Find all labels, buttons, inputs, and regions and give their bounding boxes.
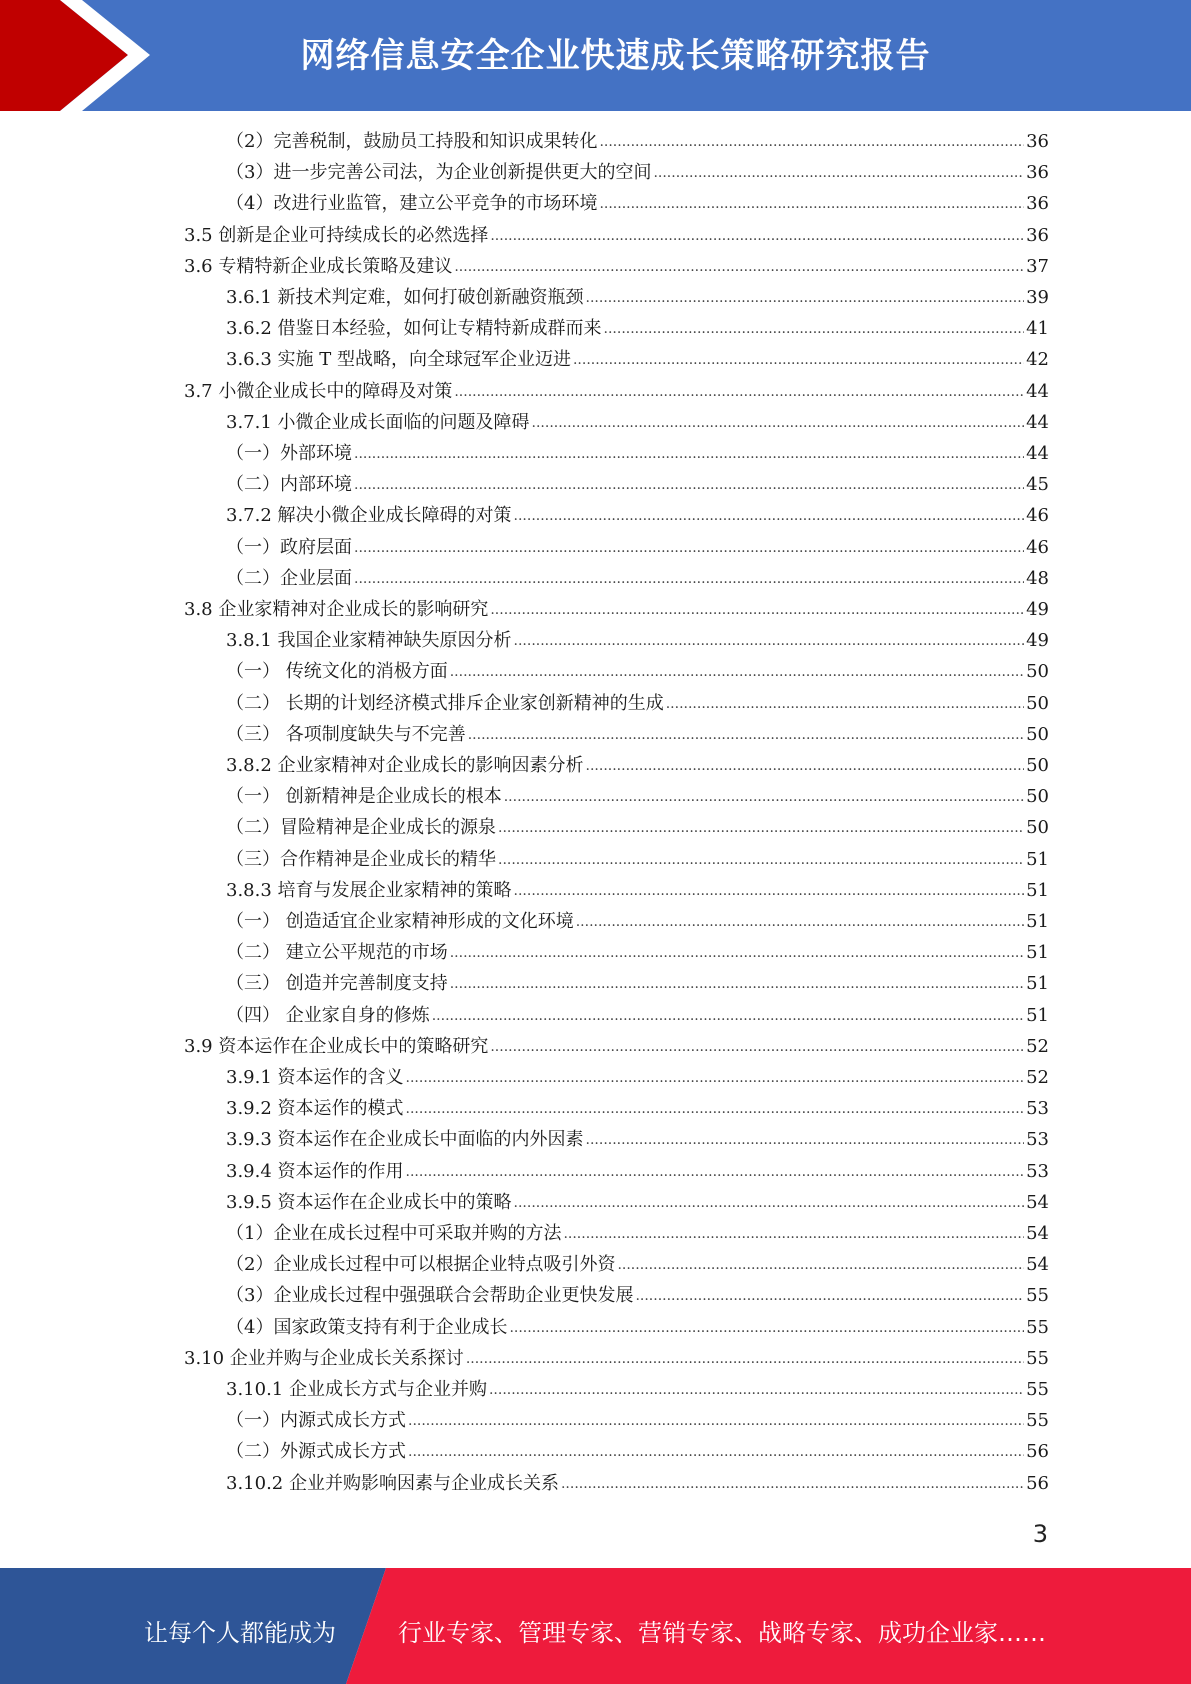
toc-leader-dots (653, 165, 1024, 181)
toc-entry-page: 45 (1026, 474, 1049, 496)
toc-entry[interactable] (226, 158, 1049, 189)
page-number: 3 (1032, 1520, 1048, 1548)
toc-leader-dots (406, 1070, 1025, 1086)
toc-entry-title: 3.7.1 小微企业成长面临的问题及障碍 (226, 411, 530, 433)
toc-entry-page: 44 (1026, 411, 1049, 433)
toc-leader-dots (514, 883, 1025, 899)
toc-entry[interactable] (226, 533, 1049, 564)
toc-leader-dots (599, 196, 1024, 212)
toc-leader-dots (408, 1413, 1024, 1429)
toc-entry-title: （二） 长期的计划经济模式排斥企业家创新精神的生成 (226, 692, 664, 714)
toc-entry-page: 50 (1026, 786, 1049, 808)
toc-entry[interactable] (226, 969, 1049, 1000)
toc-entry-title: （一） 创造适宜企业家精神形成的文化环境 (226, 911, 574, 932)
toc-entry[interactable] (226, 1437, 1049, 1468)
page-header (0, 0, 1191, 111)
toc-leader-dots (514, 508, 1025, 524)
toc-entry-page: 39 (1026, 287, 1049, 308)
toc-entry-title: 3.9.1 资本运作的含义 (226, 1067, 404, 1088)
toc-entry-page: 50 (1026, 755, 1049, 776)
toc-entry[interactable] (226, 1250, 1049, 1281)
toc-entry[interactable] (226, 782, 1049, 813)
toc-leader-dots (586, 758, 1025, 774)
toc-entry[interactable] (184, 595, 1049, 626)
toc-entry-page: 53 (1026, 1160, 1049, 1182)
toc-entry-title: （二）企业层面 (226, 567, 352, 589)
toc-entry-page: 44 (1026, 443, 1049, 464)
toc-entry[interactable] (226, 813, 1049, 844)
toc-entry-title: （4）国家政策支持有利于企业成长 (226, 1316, 508, 1338)
toc-entry-title: （一） 传统文化的消极方面 (226, 661, 448, 683)
toc-entry-title: 3.9 资本运作在企业成长中的策略研究 (184, 1035, 489, 1057)
toc-entry[interactable] (226, 938, 1049, 969)
toc-entry-page: 55 (1026, 1285, 1049, 1307)
toc-entry-page: 49 (1026, 630, 1049, 652)
toc-leader-dots (454, 259, 1024, 275)
toc-leader-dots (490, 1039, 1024, 1055)
toc-leader-dots (354, 446, 1024, 462)
toc-entry-page: 52 (1026, 1035, 1049, 1057)
toc-entry[interactable] (226, 1313, 1049, 1344)
toc-entry-title: 3.9.2 资本运作的模式 (226, 1098, 404, 1120)
toc-leader-dots (561, 1476, 1024, 1492)
toc-leader-dots (498, 852, 1024, 868)
toc-leader-dots (504, 789, 1024, 805)
toc-leader-dots (490, 602, 1024, 618)
toc-entry[interactable] (226, 689, 1049, 720)
toc-leader-dots (599, 134, 1024, 150)
toc-entry-page: 48 (1026, 567, 1049, 589)
toc-entry-title: 3.10.1 企业成长方式与企业并购 (226, 1379, 487, 1400)
toc-entry-title: 3.8.1 我国企业家精神缺失原因分析 (226, 630, 512, 652)
toc-leader-dots (617, 1257, 1024, 1273)
toc-entry-title: （二）冒险精神是企业成长的源泉 (226, 817, 496, 839)
toc-entry-title: （三） 创造并完善制度支持 (226, 973, 448, 995)
toc-leader-dots (450, 945, 1024, 961)
toc-leader-dots (466, 1351, 1024, 1367)
toc-leader-dots (573, 352, 1024, 368)
toc-entry-title: 3.8 企业家精神对企业成长的影响研究 (184, 599, 489, 620)
footer-slogan-right: 行业专家、管理专家、营销专家、战略专家、成功企业家…… (398, 1619, 1046, 1647)
toc-entry-title: （二）内部环境 (226, 474, 352, 496)
toc-entry[interactable] (226, 1219, 1049, 1250)
toc-entry-title: 3.6 专精特新企业成长策略及建议 (184, 255, 453, 277)
toc-leader-dots (514, 633, 1025, 649)
toc-entry-title: 3.9.3 资本运作在企业成长中面临的内外因素 (226, 1129, 584, 1151)
toc-entry-page: 41 (1026, 318, 1049, 340)
toc-leader-dots (408, 1444, 1024, 1460)
toc-entry-page: 55 (1026, 1379, 1049, 1400)
toc-entry[interactable] (226, 657, 1049, 688)
toc-entry-page: 51 (1026, 911, 1049, 932)
toc-entry-page: 50 (1026, 661, 1049, 683)
toc-leader-dots (354, 571, 1024, 587)
toc-entry-title: （3）进一步完善公司法，为企业创新提供更大的空间 (226, 162, 652, 184)
toc-entry-page: 46 (1026, 505, 1049, 527)
toc-entry[interactable] (226, 470, 1049, 501)
toc-leader-dots (490, 228, 1024, 244)
toc-entry[interactable] (226, 127, 1049, 158)
toc-entry[interactable] (226, 408, 1049, 439)
toc-entry-page: 51 (1026, 1004, 1049, 1026)
toc-entry-page: 51 (1026, 942, 1049, 964)
toc-entry-title: （一）外部环境 (226, 443, 352, 464)
toc-entry-title: （2）完善税制，鼓励员工持股和知识成果转化 (226, 131, 598, 152)
toc-entry-page: 36 (1026, 193, 1049, 215)
toc-leader-dots (489, 1382, 1024, 1398)
toc-entry-page: 36 (1026, 131, 1049, 152)
toc-entry[interactable] (226, 345, 1049, 376)
toc-entry[interactable] (226, 751, 1049, 782)
toc-leader-dots (354, 540, 1024, 556)
toc-entry-page: 51 (1026, 879, 1049, 901)
toc-entry-page: 54 (1026, 1191, 1049, 1213)
toc-entry[interactable] (184, 252, 1049, 283)
toc-entry-page: 37 (1026, 255, 1049, 277)
toc-entry[interactable] (184, 1032, 1049, 1063)
toc-entry-title: （一）政府层面 (226, 536, 352, 558)
toc-entry-page: 55 (1026, 1410, 1049, 1432)
toc-leader-dots (509, 1320, 1024, 1336)
toc-entry-title: （三）合作精神是企业成长的精华 (226, 848, 496, 870)
toc-leader-dots (635, 1288, 1024, 1304)
toc-entry[interactable] (226, 314, 1049, 345)
toc-entry-page: 44 (1026, 380, 1049, 402)
toc-leader-dots (604, 321, 1025, 337)
toc-entry-title: （3）企业成长过程中强强联合会帮助企业更快发展 (226, 1285, 634, 1307)
toc-entry-page: 56 (1026, 1441, 1049, 1463)
toc-entry-title: 3.8.2 企业家精神对企业成长的影响因素分析 (226, 755, 584, 776)
toc-entry-title: （三） 各项制度缺失与不完善 (226, 723, 466, 745)
toc-entry-page: 36 (1026, 162, 1049, 184)
toc-entry-title: （1）企业在成长过程中可采取并购的方法 (226, 1223, 562, 1244)
toc-entry[interactable] (226, 626, 1049, 657)
toc-entry[interactable] (226, 1188, 1049, 1219)
toc-entry-title: 3.6.1 新技术判定难，如何打破创新融资瓶颈 (226, 287, 584, 308)
footer-slogan-left: 让每个人都能成为 (144, 1619, 336, 1647)
toc-entry-page: 55 (1026, 1316, 1049, 1338)
toc-entry[interactable] (226, 845, 1049, 876)
toc-entry-page: 50 (1026, 723, 1049, 745)
toc-entry-page: 49 (1026, 599, 1049, 620)
toc-entry-page: 46 (1026, 536, 1049, 558)
toc-entry-page: 53 (1026, 1129, 1049, 1151)
toc-entry-title: （二）外源式成长方式 (226, 1441, 406, 1463)
toc-leader-dots (406, 1164, 1025, 1180)
toc-leader-dots (563, 1226, 1024, 1242)
toc-entry-page: 56 (1026, 1472, 1049, 1494)
toc-entry[interactable] (226, 1125, 1049, 1156)
toc-entry[interactable] (226, 876, 1049, 907)
toc-leader-dots (514, 1195, 1025, 1211)
toc-entry[interactable] (226, 1406, 1049, 1437)
toc-entry[interactable] (226, 501, 1049, 532)
toc-entry-page: 42 (1026, 349, 1049, 371)
toc-entry[interactable] (226, 720, 1049, 751)
toc-entry[interactable] (226, 439, 1049, 470)
toc-entry-page: 53 (1026, 1098, 1049, 1120)
toc-entry-title: 3.10.2 企业并购影响因素与企业成长关系 (226, 1472, 559, 1494)
toc-leader-dots (468, 727, 1024, 743)
toc-entry-title: （2）企业成长过程中可以根据企业特点吸引外资 (226, 1254, 616, 1276)
report-title: 网络信息安全企业快速成长策略研究报告 (300, 36, 931, 76)
toc-entry-title: （四） 企业家自身的修炼 (226, 1004, 430, 1026)
toc-entry-page: 50 (1026, 817, 1049, 839)
toc-entry-page: 51 (1026, 973, 1049, 995)
toc-entry[interactable] (226, 283, 1049, 314)
toc-entry-title: 3.6.2 借鉴日本经验，如何让专精特新成群而来 (226, 318, 602, 340)
toc-entry-page: 50 (1026, 692, 1049, 714)
toc-entry-title: 3.5 创新是企业可持续成长的必然选择 (184, 224, 489, 246)
toc-leader-dots (432, 1008, 1024, 1024)
toc-entry-title: 3.7.2 解决小微企业成长障碍的对策 (226, 505, 512, 527)
toc-entry-page: 52 (1026, 1067, 1049, 1088)
toc-entry[interactable] (226, 1001, 1049, 1032)
toc-leader-dots (586, 290, 1025, 306)
toc-leader-dots (666, 696, 1024, 712)
toc-entry-page: 51 (1026, 848, 1049, 870)
toc-entry-page: 55 (1026, 1347, 1049, 1369)
toc-leader-dots (406, 1101, 1025, 1117)
toc-entry-title: 3.7 小微企业成长中的障碍及对策 (184, 380, 453, 402)
toc-entry[interactable] (226, 1469, 1049, 1500)
toc-entry-title: （一）内源式成长方式 (226, 1410, 406, 1432)
toc-leader-dots (354, 477, 1024, 493)
toc-entry-title: （二） 建立公平规范的市场 (226, 942, 448, 964)
toc-leader-dots (498, 820, 1024, 836)
toc-entry-title: （一） 创新精神是企业成长的根本 (226, 786, 502, 808)
toc-leader-dots (450, 664, 1024, 680)
toc-entry[interactable] (226, 907, 1049, 938)
toc-entry[interactable] (226, 564, 1049, 595)
toc-entry-page: 36 (1026, 224, 1049, 246)
toc-entry[interactable] (226, 1375, 1049, 1406)
toc-entry-page: 54 (1026, 1223, 1049, 1244)
toc-entry[interactable] (226, 189, 1049, 220)
toc-leader-dots (450, 976, 1024, 992)
toc-entry-title: 3.10 企业并购与企业成长关系探讨 (184, 1347, 464, 1369)
toc-entry-title: 3.8.3 培育与发展企业家精神的策略 (226, 879, 512, 901)
toc-entry[interactable] (226, 1281, 1049, 1312)
toc-entry-title: 3.6.3 实施 T 型战略，向全球冠军企业迈进 (226, 349, 571, 371)
toc-entry[interactable] (184, 377, 1049, 408)
toc-entry-title: 3.9.5 资本运作在企业成长中的策略 (226, 1191, 512, 1213)
toc-entry[interactable] (226, 1063, 1049, 1094)
toc-leader-dots (532, 415, 1025, 431)
toc-leader-dots (586, 1132, 1025, 1148)
toc-entry-page: 54 (1026, 1254, 1049, 1276)
page-footer (0, 1568, 1191, 1684)
toc-entry-title: （4）改进行业监管，建立公平竞争的市场环境 (226, 193, 598, 215)
toc-leader-dots (454, 384, 1024, 400)
toc-entry[interactable] (184, 221, 1049, 252)
toc-entry[interactable] (226, 1094, 1049, 1125)
toc-leader-dots (576, 914, 1024, 930)
toc-entry-title: 3.9.4 资本运作的作用 (226, 1160, 404, 1182)
toc-entry[interactable] (226, 1157, 1049, 1188)
toc-entry[interactable] (184, 1344, 1049, 1375)
